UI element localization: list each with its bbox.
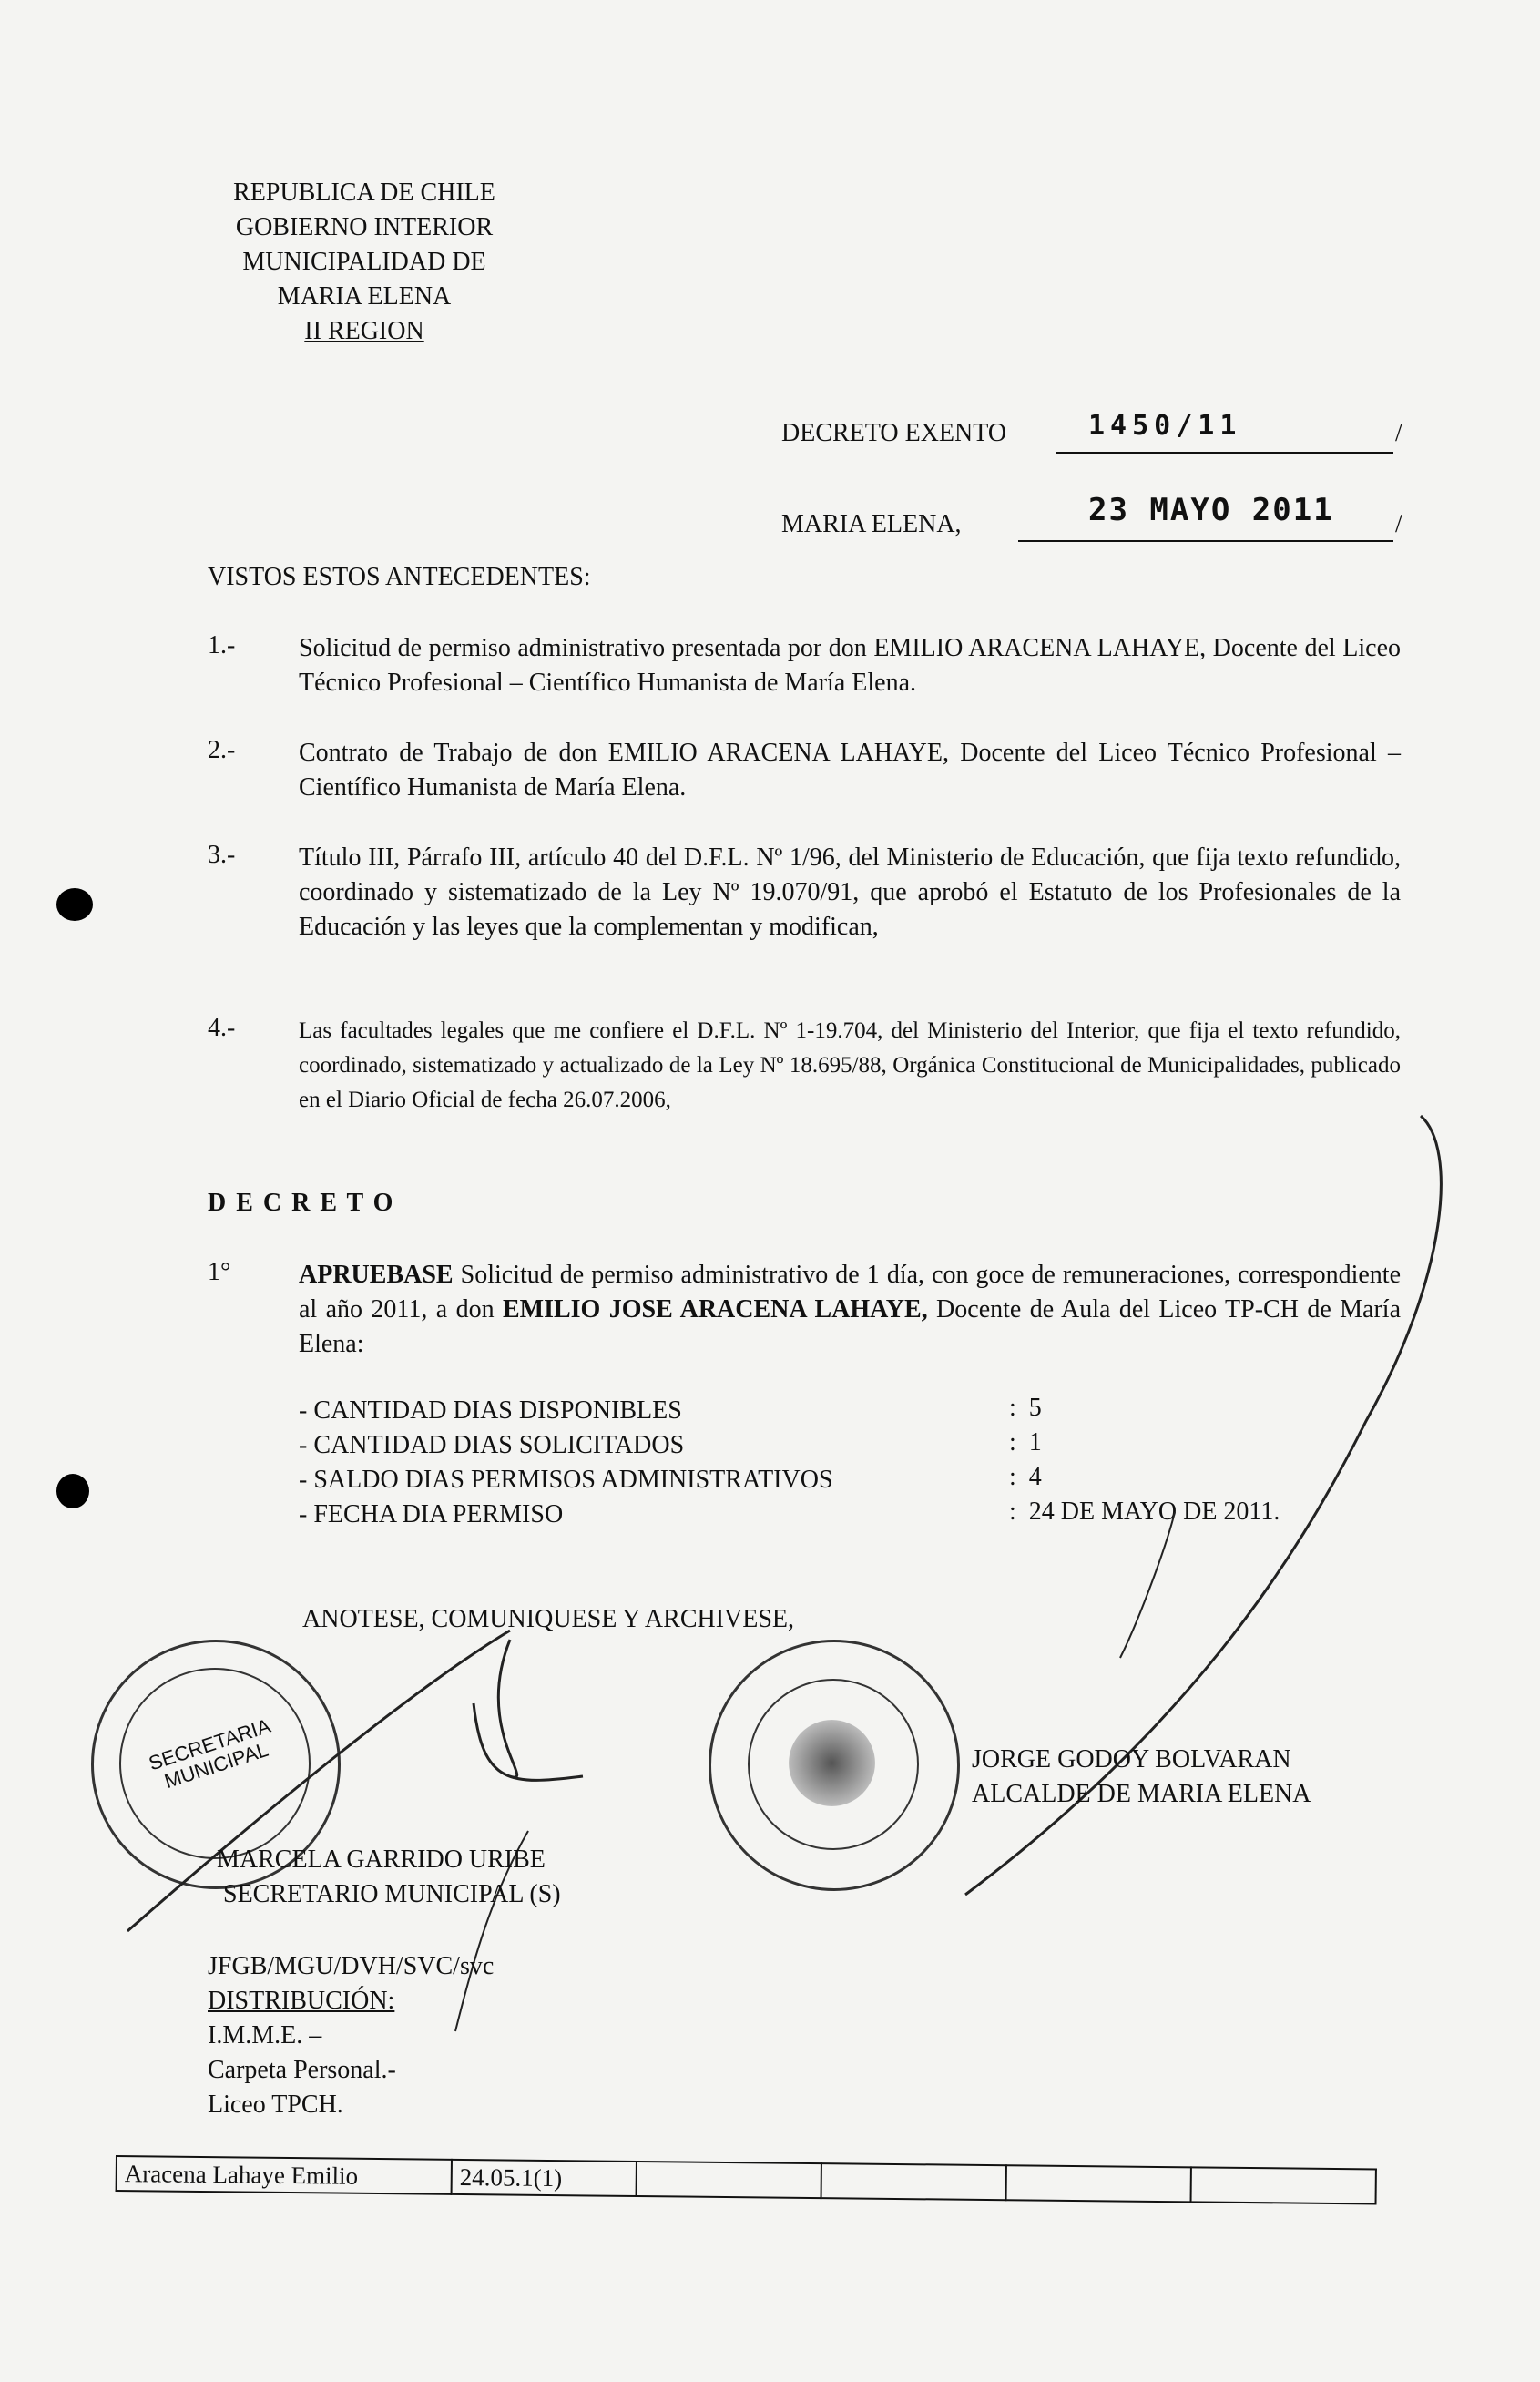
decree-label: DECRETO EXENTO (781, 419, 1007, 447)
detail-label: - CANTIDAD DIAS DISPONIBLES (299, 1396, 682, 1425)
article-text: Solicitud de permiso administrativo de 1 día, con goce de remuneraciones, correspondiente al año 2011, a don (299, 1261, 1401, 1324)
letterhead-line: GOBIERNO INTERIOR (235, 213, 494, 241)
distribution-title: DISTRIBUCIÓN: (208, 1987, 395, 2015)
detail-value: 24 DE MAYO DE 2011. (1028, 1498, 1280, 1526)
distribution-item: Carpeta Personal.- (208, 2056, 396, 2084)
table-cell (637, 2162, 821, 2198)
table-cell (1191, 2167, 1376, 2203)
right-signer-name: JORGE GODOY BOLVARAN (972, 1745, 1291, 1774)
letterhead-line: II REGION (304, 317, 424, 345)
detail-value: 4 (1028, 1463, 1042, 1491)
table-cell: 24.05.1(1) (452, 2160, 637, 2196)
detail-label: - CANTIDAD DIAS SOLICITADOS (299, 1431, 685, 1459)
item-number: 1.- (208, 631, 236, 659)
slash: / (1395, 419, 1402, 447)
item-number: 4.- (208, 1014, 236, 1042)
vistos-title: VISTOS ESTOS ANTECEDENTES: (208, 563, 591, 591)
antecedente-4: Las facultades legales que me confiere el D.F.L. Nº 1-19.704, del Ministerio del Interior, que fija el texto refundido, coordinado, sistematizado y actualizado de la Ley Nº 18.695/88, Orgánica Constitucional de Municipalidades, publicado en el Diario Oficial de fecha 26.07.2006, (299, 1018, 1401, 1112)
item-number: 2.- (208, 736, 236, 764)
antecedente-2: Contrato de Trabajo de don EMILIO ARACENA LAHAYE, Docente del Liceo Técnico Profesional – Científico Humanista de María Elena. (299, 739, 1401, 802)
slash: / (1395, 510, 1402, 538)
article-text: Docente de Aula del Liceo TP-CH de María Elena: (299, 1295, 1402, 1358)
detail-value: 5 (1028, 1394, 1042, 1422)
distribution-item: Liceo TPCH. (208, 2091, 343, 2119)
antecedente-3: Título III, Párrafo III, artículo 40 del D.F.L. Nº 1/96, del Ministerio de Educación, que fija texto refundido, coordinado y sistematizado de la Ley Nº 19.070/91, que aprobó el Estatuto de los Profesionales de la Educación y las leyes que la complementan y modifican, (299, 843, 1401, 941)
seal-center-text: SECRETARIA MUNICIPAL (146, 1713, 274, 1794)
approve-keyword: APRUEBASE (299, 1261, 454, 1289)
left-signer-name: MARCELA GARRIDO URIBE (217, 1845, 546, 1874)
letterhead-line: REPUBLICA DE CHILE (233, 179, 495, 207)
table-cell (821, 2163, 1006, 2200)
decree-date: 23 MAYO 2011 (1088, 492, 1334, 528)
table-cell (1006, 2165, 1191, 2202)
decreto-title: D E C R E T O (208, 1189, 395, 1217)
antecedente-1: Solicitud de permiso administrativo presentada por don EMILIO ARACENA LAHAYE, Docente del Liceo Técnico Profesional – Científico Humanista de María Elena. (299, 634, 1401, 697)
letterhead-line: MARIA ELENA (277, 282, 452, 311)
distribution-item: I.M.M.E. – (208, 2021, 322, 2050)
decree-number: 1450/11 (1088, 410, 1242, 442)
detail-value: 1 (1028, 1428, 1042, 1457)
table-cell: Aracena Lahaye Emilio (117, 2156, 452, 2194)
detail-label: - SALDO DIAS PERMISOS ADMINISTRATIVOS (299, 1466, 833, 1494)
detail-label: - FECHA DIA PERMISO (299, 1500, 564, 1528)
article-number: 1° (208, 1258, 231, 1286)
right-signer-title: ALCALDE DE MARIA ELENA (972, 1780, 1311, 1808)
closing-formula: ANOTESE, COMUNIQUESE Y ARCHIVESE, (302, 1605, 795, 1633)
letterhead-line: MUNICIPALIDAD DE (242, 248, 486, 276)
left-signer-title: SECRETARIO MUNICIPAL (S) (223, 1880, 561, 1908)
place-label: MARIA ELENA, (781, 510, 962, 538)
employee-name: EMILIO JOSE ARACENA LAHAYE, (502, 1295, 928, 1324)
initials: JFGB/MGU/DVH/SVC/svc (208, 1952, 495, 1980)
item-number: 3.- (208, 841, 236, 869)
